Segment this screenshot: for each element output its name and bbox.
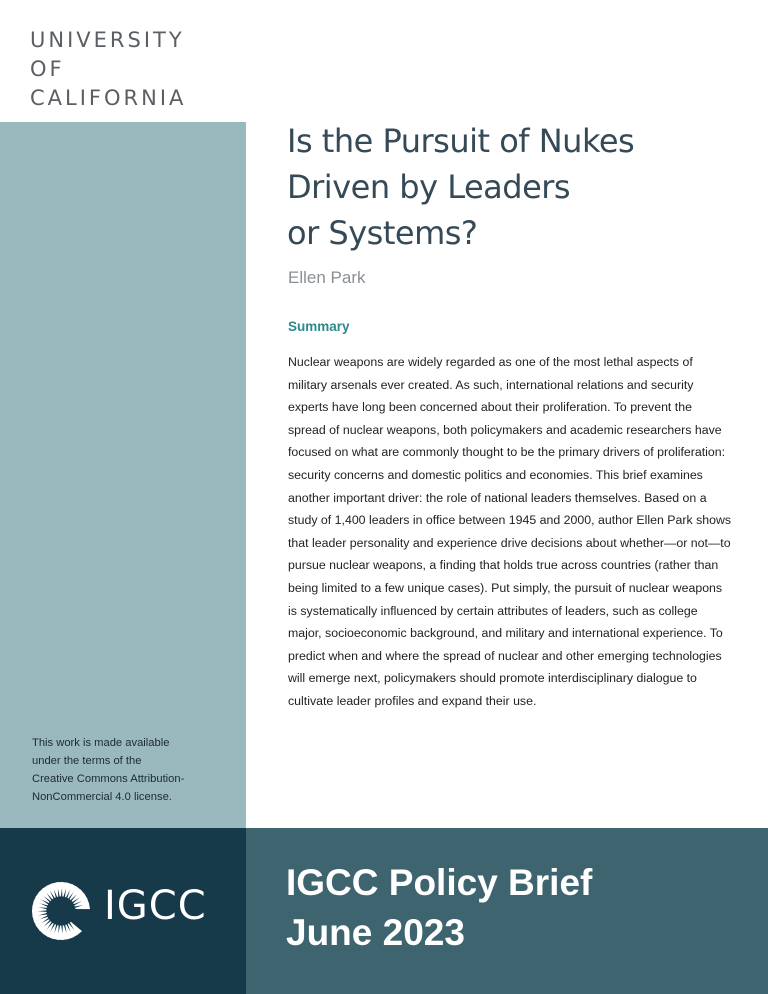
brief-line-1: IGCC Policy Brief <box>286 862 593 903</box>
license-notice <box>32 734 232 806</box>
left-sidebar-panel <box>0 122 246 828</box>
title-line-1: Is the Pursuit of Nukes <box>287 122 635 160</box>
logo-line-1: UNIVERSITY <box>30 28 185 52</box>
title-line-2: Driven by Leaders <box>287 168 571 206</box>
summary-text: Nuclear weapons are widely regarded as one of the most lethal aspects of military arsenals ever created. As such, international relations and security experts have long been concerned about their proliferation. To prevent the spread of nuclear weapons, both policymakers and academic researchers have focused on what are commonly thought to be the primary drivers of proliferation: security concerns and domestic politics and economies. This brief examines another important driver: the role of national leaders themselves. Based on a study of 1,400 leaders in office between 1945 and 2000, author Ellen Park shows that leader personality and experience drive decisions about whether—or not—to pursue nuclear weapons, a finding that holds true across countries (rather than being limited to a few unique cases). Put simply, the pursuit of nuclear weapons is systematically influenced by certain attributes of leaders, such as college major, socioeconomic background, and military and international experience. To predict when and where the spread of nuclear and other emerging technologies will emerge next, policymakers should promote interdisciplinary dialogue to cultivate leader profiles and expand their use. <box>288 355 732 708</box>
license-line-1: This work is made available <box>32 737 170 749</box>
igcc-logo-text: IGCC <box>104 883 207 929</box>
summary-heading: Summary <box>288 319 350 334</box>
footer-brief-panel <box>246 828 768 994</box>
policy-brief-label <box>286 858 756 958</box>
footer-logo-panel <box>0 828 246 994</box>
license-line-4: NonCommercial 4.0 license. <box>32 791 172 803</box>
logo-line-3: CALIFORNIA <box>30 86 187 110</box>
license-line-2: under the terms of the <box>32 755 142 767</box>
author-name: Ellen Park <box>288 268 366 287</box>
igcc-sunburst-icon <box>30 880 92 942</box>
university-of-california-logo <box>30 26 186 113</box>
title-line-3: or Systems? <box>287 214 478 252</box>
logo-line-2: OF <box>30 57 65 81</box>
document-title <box>287 118 757 256</box>
license-line-3: Creative Commons Attribution- <box>32 773 185 785</box>
brief-line-2: June 2023 <box>286 912 465 953</box>
